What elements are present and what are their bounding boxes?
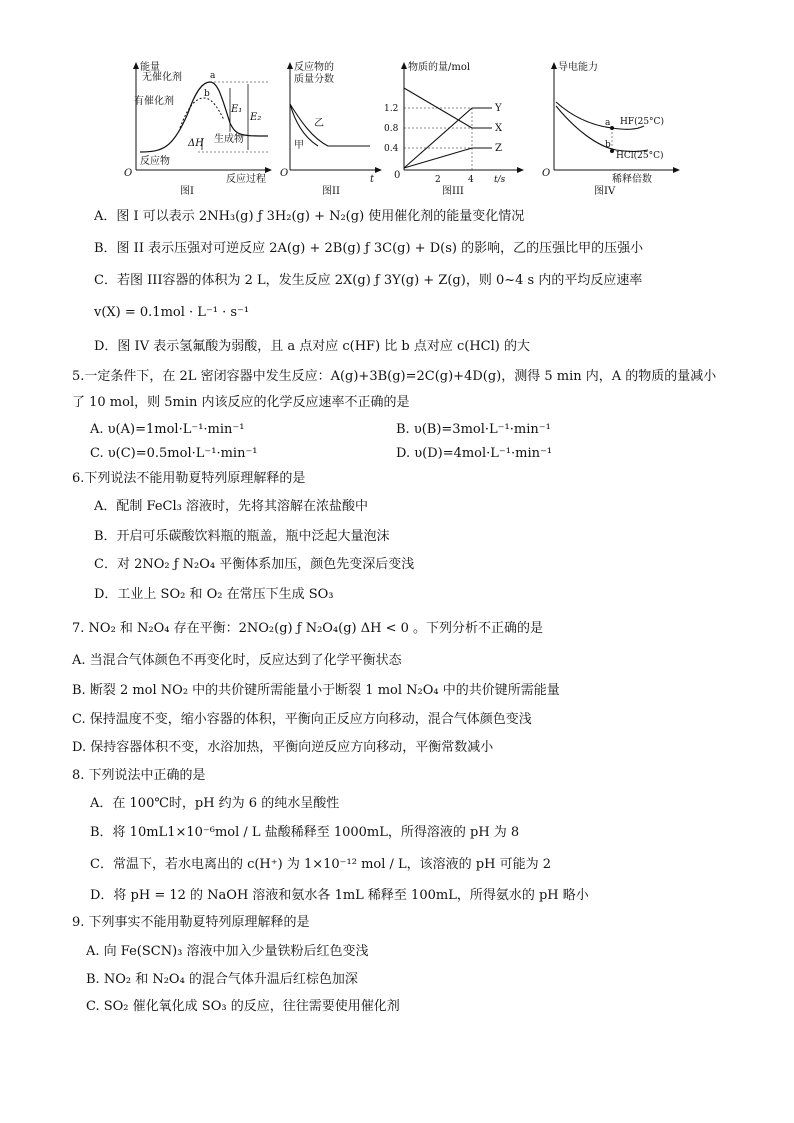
fig1-e2: E₂ [250,112,262,123]
fig1-point-a: a [210,71,216,81]
fig1-dh: ΔH [188,138,204,149]
fig4-hf-label: HF(25°C) [620,117,664,127]
q9-stem: 9. 下列事实不能用勒夏特列原理解释的是 [72,915,310,930]
figure-2-mass-fraction [278,58,388,198]
q9-option-c: C. SO₂ 催化氧化成 SO₃ 的反应，往往需要使用催化剂 [86,999,400,1014]
q7-option-a: A. 当混合气体颜色不再变化时，反应达到了化学平衡状态 [72,653,402,668]
fig2-ylabel-2: 质量分数 [294,74,334,85]
q5-option-c: C. υ(C)=0.5mol·L⁻¹·min⁻¹ [90,446,258,461]
fig4-ylabel: 导电能力 [558,62,598,73]
q6-option-a: A．配制 FeCl₃ 溶液时，先将其溶解在浓盐酸中 [94,499,368,514]
q8-option-a: A．在 100℃时，pH 约为 6 的纯水呈酸性 [90,796,340,811]
fig2-caption: 图II [322,186,340,197]
fig3-series-x: X [495,123,503,134]
fig1-point-b: b [204,89,210,99]
fig1-xlabel: 反应过程 [226,174,266,185]
fig1-product: 生成物 [214,134,244,145]
fig1-caption: 图I [180,186,194,197]
fig2-ylabel-1: 反应物的 [294,62,334,73]
fig4-xlabel: 稀释倍数 [612,174,652,185]
fig1-reactant: 反应物 [140,156,170,167]
fig1-cat-label: 有催化剂 [134,96,174,107]
q4-option-c-line2: v(X) = 0.1mol · L⁻¹ · s⁻¹ [94,305,250,320]
fig3-xtick-1: 2 [435,175,441,185]
fig4-origin: O [542,168,551,179]
q6-option-b: B．开启可乐碳酸饮料瓶的瓶盖，瓶中泛起大量泡沫 [94,529,390,544]
q5-option-d: D. υ(D)=4mol·L⁻¹·min⁻¹ [396,446,553,461]
fig4-caption: 图IV [594,186,616,197]
fig4-hcl-label: HCl(25°C) [616,151,664,161]
fig3-series-z: Z [495,143,502,154]
q5-option-b: B. υ(B)=3mol·L⁻¹·min⁻¹ [396,422,551,437]
q7-option-d: D. 保持容器体积不变，水浴加热，平衡向逆反应方向移动，平衡常数减小 [72,740,494,755]
fig1-e1: E₁ [231,104,243,115]
fig3-caption: 图III [442,186,464,197]
q5-stem-line2: 了 10 mol，则 5min 内该反应的化学反应速率不正确的是 [72,395,410,410]
q6-option-d: D．工业上 SO₂ 和 O₂ 在常压下生成 SO₃ [94,587,334,602]
fig4-point-b: b [605,140,611,150]
q7-option-b: B. 断裂 2 mol NO₂ 中的共价键所需能量小于断裂 1 mol N₂O₄ 中的共价键所需能量 [72,683,560,698]
q4-option-b: B．图 II 表示压强对可逆反应 2A(g) + 2B(g) ƒ 3C(g) + D(s) 的影响，乙的压强比甲的压强小 [94,241,644,256]
fig3-series-y: Y [495,103,502,114]
q7-option-c: C. 保持温度不变，缩小容器的体积，平衡向正反应方向移动，混合气体颜色变浅 [72,712,532,727]
fig3-ytick-3: 0.4 [384,144,399,154]
fig2-xlabel: t [370,174,375,185]
q4-option-c-line1: C．若图 III容器的体积为 2 L，发生反应 2X(g) ƒ 3Y(g) + Z(g)，则 0~4 s 内的平均反应速率 [94,273,643,288]
fig3-origin: 0 [394,170,401,181]
q8-option-b: B．将 10mL1×10⁻⁶mol / L 盐酸稀释至 1000mL，所得溶液的 pH 为 8 [90,825,520,840]
figure-1-energy-diagram [118,58,278,198]
fig4-point-a: a [605,118,611,128]
fig1-origin: O [124,168,133,179]
fig3-ytick-2: 0.8 [384,124,399,134]
q9-option-a: A. 向 Fe(SCN)₃ 溶液中加入少量铁粉后红色变浅 [86,944,369,959]
q5-option-a: A. υ(A)=1mol·L⁻¹·min⁻¹ [90,422,245,437]
fig2-curve-yi: 乙 [314,118,324,129]
fig1-uncat-label: 无催化剂 [142,72,182,83]
fig2-curve-jia: 甲 [294,140,304,151]
q7-stem: 7. NO₂ 和 N₂O₄ 存在平衡：2NO₂(g) ƒ N₂O₄(g) ΔH < 0 。下列分析不正确的是 [72,621,544,636]
q4-option-a: A．图 I 可以表示 2NH₃(g) ƒ 3H₂(g) + N₂(g) 使用催化剂的能量变化情况 [94,209,525,224]
q9-option-b: B. NO₂ 和 N₂O₄ 的混合气体升温后红棕色加深 [86,972,358,987]
q5-stem-line1: 5.一定条件下，在 2L 密闭容器中发生反应：A(g)+3B(g)=2C(g)+4D(g)，测得 5 min 内，A 的物质的量减小 [72,369,717,384]
q4-option-d: D．图 IV 表示氢氟酸为弱酸，且 a 点对应 c(HF) 比 b 点对应 c(HCl) 的大 [94,339,530,354]
fig2-origin: O [280,168,289,179]
figure-3-moles-vs-time [380,58,530,198]
fig3-ytick-1: 1.2 [384,104,399,114]
q6-option-c: C．对 2NO₂ ƒ N₂O₄ 平衡体系加压，颜色先变深后变浅 [94,557,415,572]
figure-row [118,58,678,198]
q6-stem: 6.下列说法不能用勒夏特列原理解释的是 [72,471,306,486]
fig3-xtick-2: 4 [468,175,474,185]
q8-option-c: C．常温下，若水电离出的 c(H⁺) 为 1×10⁻¹² mol / L，该溶液的 pH 可能为 2 [90,857,552,872]
q8-stem: 8. 下列说法中正确的是 [72,768,206,783]
fig3-xlabel: t/s [494,175,506,185]
fig1-ylabel: 能量 [140,62,160,73]
fig3-ylabel: 物质的量/mol [408,62,471,73]
figure-4-conductivity [536,58,686,198]
q8-option-d: D．将 pH = 12 的 NaOH 溶液和氨水各 1mL 稀释至 100mL，所得氨水的 pH 略小 [90,888,589,903]
